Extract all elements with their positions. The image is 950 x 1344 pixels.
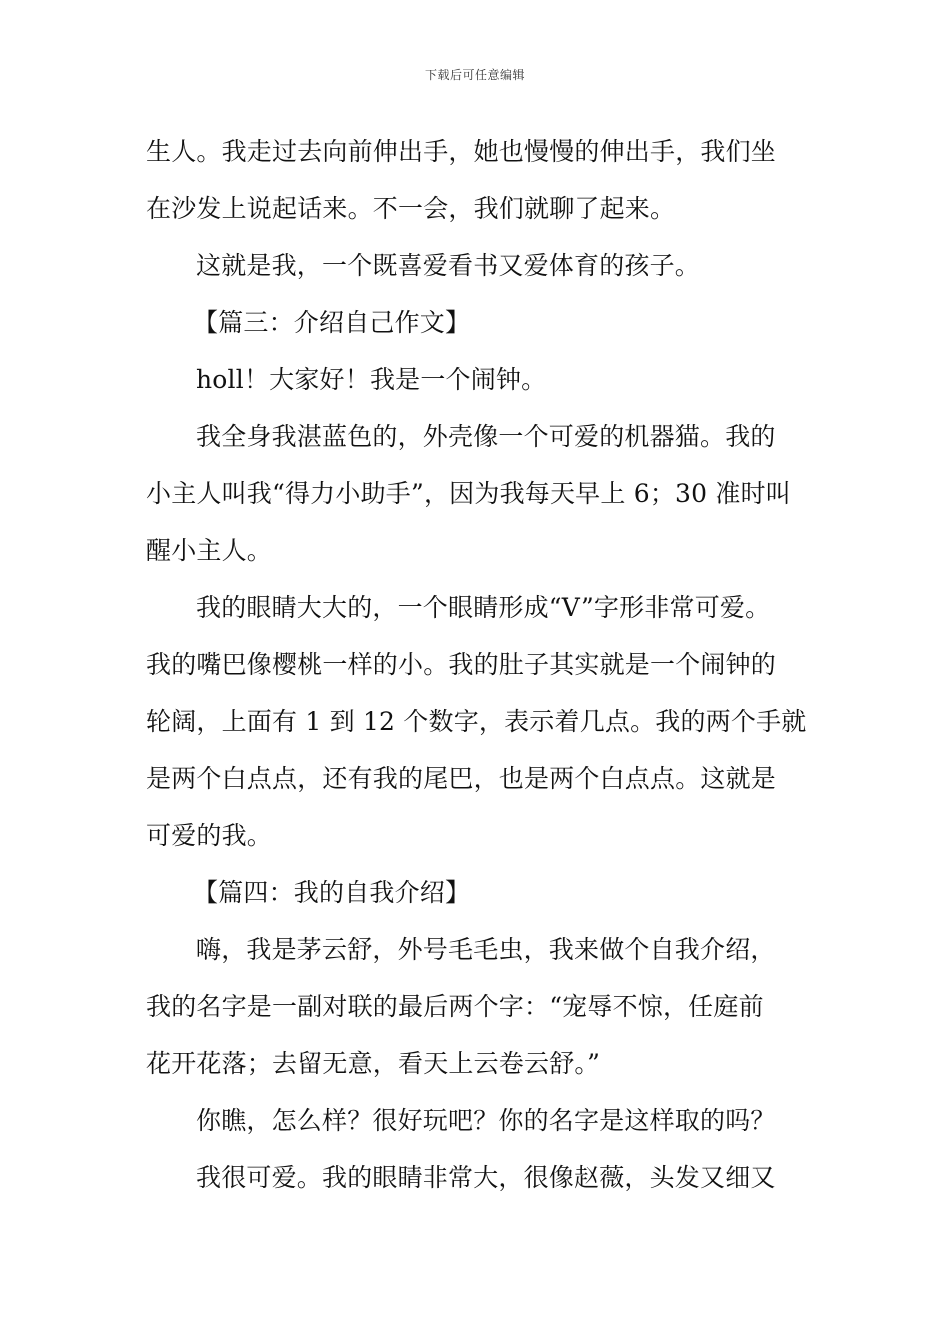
body-line: 轮阔，上面有 1 到 12 个数字，表示着几点。我的两个手就 (146, 707, 807, 736)
body-line: 是两个白点点，还有我的尾巴，也是两个白点点。这就是 (146, 764, 777, 793)
body-line: 我很可爱。我的眼睛非常大，很像赵薇，头发又细又 (196, 1163, 776, 1192)
body-line: 我的名字是一副对联的最后两个字：“宠辱不惊，任庭前 (146, 992, 764, 1021)
body-line: 小主人叫我“得力小助手”，因为我每天早上 6；30 准时叫 (146, 479, 791, 508)
body-line: holl！大家好！我是一个闹钟。 (196, 365, 547, 394)
body-line: 可爱的我。 (146, 821, 273, 850)
body-line: 生人。我走过去向前伸出手，她也慢慢的伸出手，我们坐 (146, 137, 777, 166)
body-line: 这就是我，一个既喜爱看书又爱体育的孩子。 (196, 251, 701, 280)
section-heading: 【篇四：我的自我介绍】 (193, 878, 471, 907)
body-line: 醒小主人。 (146, 536, 273, 565)
body-line: 我全身我湛蓝色的，外壳像一个可爱的机器猫。我的 (196, 422, 776, 451)
body-line: 嗨，我是茅云舒，外号毛毛虫，我来做个自我介绍， (196, 935, 776, 964)
body-line: 花开花落；去留无意，看天上云卷云舒。” (146, 1049, 601, 1078)
body-line: 你瞧，怎么样？很好玩吧？你的名字是这样取的吗？ (196, 1106, 776, 1135)
body-line: 我的嘴巴像樱桃一样的小。我的肚子其实就是一个闹钟的 (146, 650, 777, 679)
body-line: 我的眼睛大大的，一个眼睛形成“V”字形非常可爱。 (196, 593, 771, 622)
page-header: 下载后可任意编辑 (424, 68, 525, 82)
body-line: 在沙发上说起话来。不一会，我们就聊了起来。 (146, 194, 676, 223)
section-heading: 【篇三：介绍自己作文】 (193, 308, 471, 337)
